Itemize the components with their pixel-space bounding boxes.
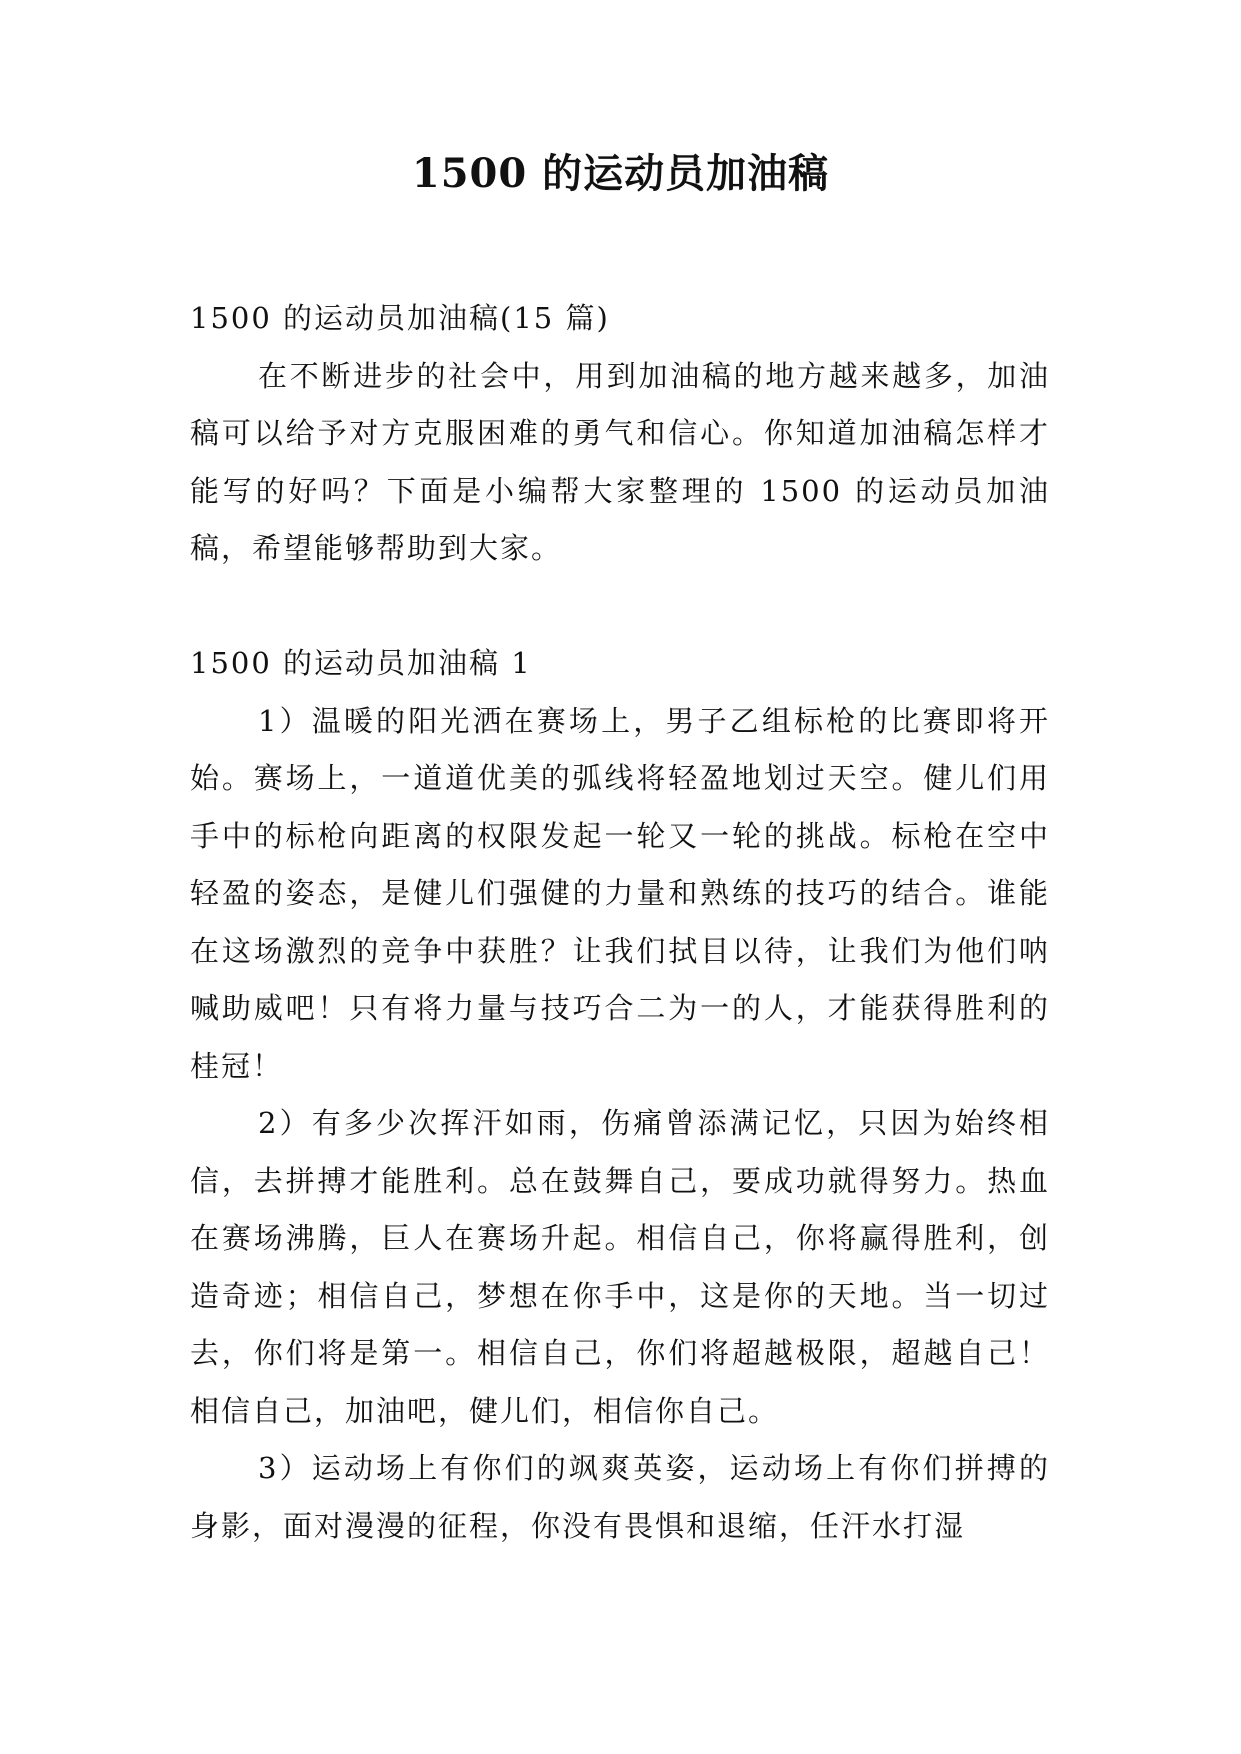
document-body [190,290,1050,1555]
document-title: 1500 的运动员加油稿 [411,150,830,197]
intro-heading: 1500 的运动员加油稿(15 篇) [190,301,610,335]
body-paragraph-1: 1）温暖的阳光洒在赛场上，男子乙组标枪的比赛即将开始。赛场上，一道道优美的弧线将轻盈地划过天空。健儿们用手中的标枪向距离的权限发起一轮又一轮的挑战。标枪在空中轻盈的姿态，是健儿们强健的力量和熟练的技巧的结合。谁能在这场激烈的竞争中获胜？让我们拭目以待，让我们为他们呐喊助威吧！只有将力量与技巧合二为一的人，才能获得胜利的桂冠！ [190,703,1050,1083]
body-paragraph-3: 3）运动场上有你们的飒爽英姿，运动场上有你们拼搏的身影，面对漫漫的征程，你没有畏惧和退缩，任汗水打湿 [190,1451,1050,1543]
body-paragraph-2: 2）有多少次挥汗如雨，伤痛曾添满记忆，只因为始终相信，去拼搏才能胜利。总在鼓舞自己，要成功就得努力。热血在赛场沸腾，巨人在赛场升起。相信自己，你将赢得胜利，创造奇迹；相信自己，梦想在你手中，这是你的天地。当一切过去，你们将是第一。相信自己，你们将超越极限，超越自己！相信自己，加油吧，健儿们，相信你自己。 [190,1106,1050,1428]
paragraph-spacer [190,578,1050,636]
intro-paragraph: 在不断进步的社会中，用到加油稿的地方越来越多，加油稿可以给予对方克服困难的勇气和信心。你知道加油稿怎样才能写的好吗？下面是小编帮大家整理的 1500 的运动员加油稿，希望能够帮助到大家。 [190,358,1050,565]
section-heading: 1500 的运动员加油稿 1 [190,646,532,680]
